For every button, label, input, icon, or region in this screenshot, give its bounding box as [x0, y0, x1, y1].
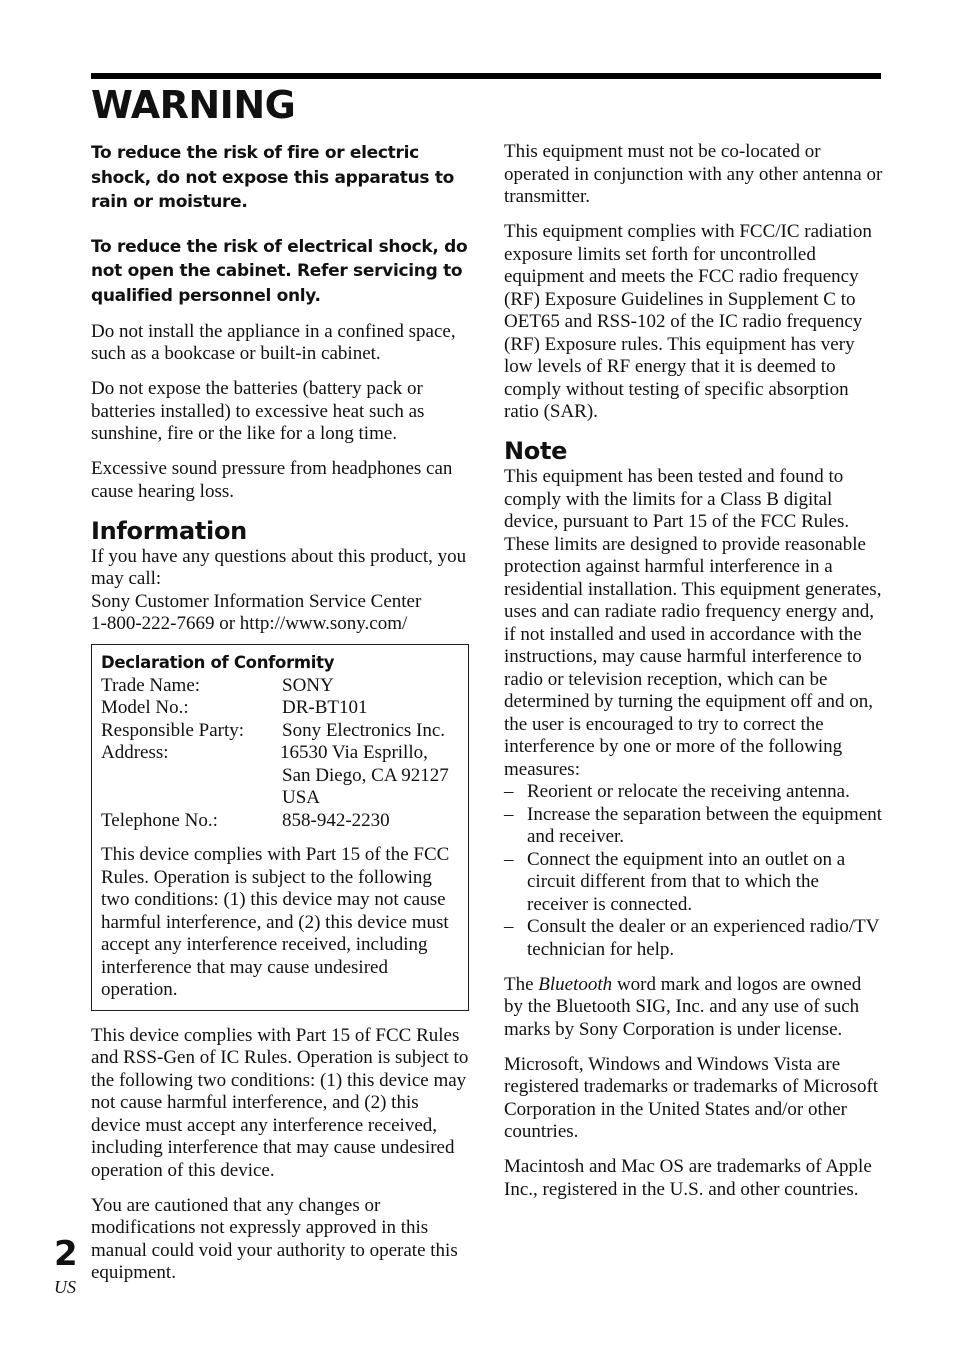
information-line: Sony Customer Information Service Center: [91, 590, 422, 612]
address-line: USA: [282, 787, 321, 808]
note-text: This equipment has been tested and found to comply with the limits for a Class B digital device, pursuant to Part 15 of the FCC Rules. These limits are designed to provide reasonable protection against harmful interference in a residential installation. This equipment generates, uses and can radiate radio frequency energy and, if not installed and used in accordance with the instructions, may cause harmful interference to radio or television reception, which can be determined by turning the equipment off and on, the user is encouraged to try to correct the interference by one or more of the following measures:: [504, 466, 882, 780]
model-label: Model No.:: [101, 697, 189, 718]
address-label: Address:: [101, 742, 169, 763]
responsible-party-row: [101, 720, 459, 743]
page-title: WARNING: [91, 83, 296, 127]
list-item: – Increase the separation between the equipment and receiver.: [504, 804, 884, 849]
warning-fire-shock: To reduce the risk of fire or electric shock, do not expose this apparatus to rain or moisture.: [91, 143, 455, 212]
information-contact: 1-800-222-7669 or http://www.sony.com/: [91, 613, 408, 634]
paragraph-headphones: Excessive sound pressure from headphones can cause hearing loss.: [91, 458, 453, 502]
paragraph-macintosh: Macintosh and Mac OS are trademarks of Apple Inc., registered in the U.S. and other countries.: [504, 1156, 872, 1200]
telephone-row: [101, 810, 459, 833]
paragraph-microsoft: Microsoft, Windows and Windows Vista are registered trademarks or trademarks of Microsoft Corporation in the United States and/or other countries.: [504, 1053, 879, 1142]
information-heading: Information: [91, 516, 247, 545]
measures-list: [504, 781, 884, 961]
telephone-label: Telephone No.:: [101, 809, 218, 831]
declaration-title: Declaration of Conformity: [101, 652, 335, 672]
bluetooth-prefix: The: [504, 973, 539, 995]
note-heading: Note: [504, 437, 568, 465]
address-value: [280, 742, 459, 810]
paragraph-caution: You are cautioned that any changes or modifications not expressly approved in this manual could void your authority to operate this equipment.: [91, 1194, 458, 1283]
list-item: – Connect the equipment into an outlet on a circuit different from that to which the receiver is connected.: [504, 849, 884, 917]
page-number: 2: [54, 1234, 78, 1274]
right-column: [504, 141, 884, 1214]
trade-name-label: Trade Name:: [101, 674, 201, 696]
bluetooth-term: Bluetooth: [538, 973, 613, 995]
page-region: US: [54, 1277, 76, 1297]
address-line: 16530 Via Esprillo,: [280, 742, 428, 763]
list-item: – Reorient or relocate the receiving antenna.: [504, 781, 884, 804]
information-line: If you have any questions about this product, you may call:: [91, 545, 467, 589]
address-line: San Diego, CA 92127: [282, 764, 449, 786]
responsible-party-label: Responsible Party:: [101, 719, 245, 741]
paragraph-co-location: This equipment must not be co-located or operated in conjunction with any other antenna or transmitter.: [504, 141, 883, 207]
information-text: [91, 546, 469, 636]
model-value: DR-BT101: [282, 697, 368, 718]
header-rule: [91, 73, 881, 79]
paragraph-fcc-ic: This device complies with Part 15 of FCC Rules and RSS-Gen of IC Rules. Operation is subject to the following two conditions: (1) this device may not cause harmful interference, and (2) this device must accept any interference received, including interference that may cause undesired operation of this device.: [91, 1024, 469, 1181]
declaration-of-conformity-box: [91, 644, 469, 1011]
paragraph-bluetooth: [504, 974, 884, 1042]
left-column: [91, 141, 469, 1297]
warning-cabinet: To reduce the risk of electrical shock, do not open the cabinet. Refer servicing to qualified personnel only.: [91, 236, 468, 306]
telephone-value: 858-942-2230: [282, 809, 390, 831]
model-row: [101, 697, 459, 720]
trade-name-row: [101, 675, 459, 698]
bluetooth-suffix: word mark and logos are owned by the Bluetooth SIG, Inc. and any use of such marks by Sony Corporation is under license.: [504, 973, 862, 1040]
trade-name-value: SONY: [282, 674, 334, 696]
responsible-party-value: Sony Electronics Inc.: [282, 719, 446, 741]
list-item: – Consult the dealer or an experienced radio/TV technician for help.: [504, 916, 884, 961]
paragraph-confined-space: Do not install the appliance in a confined space, such as a bookcase or built-in cabinet.: [91, 320, 456, 364]
declaration-fcc-text: This device complies with Part 15 of the FCC Rules. Operation is subject to the following two conditions: (1) this device may not cause harmful interference, and (2) this device must accept any interference received, including interference that may cause undesired operation.: [101, 844, 450, 1000]
address-row: [101, 742, 459, 810]
paragraph-batteries: Do not expose the batteries (battery pack or batteries installed) to excessive heat such as sunshine, fire or the like for a long time.: [91, 378, 425, 444]
paragraph-rf-exposure: This equipment complies with FCC/IC radiation exposure limits set forth for uncontrolled equipment and meets the FCC radio frequency (RF) Exposure Guidelines in Supplement C to OET65 and RSS-102 of the IC radio frequency (RF) Exposure rules. This equipment has very low levels of RF energy that it is deemed to comply without testing of specific absorption ratio (SAR).: [504, 221, 872, 422]
